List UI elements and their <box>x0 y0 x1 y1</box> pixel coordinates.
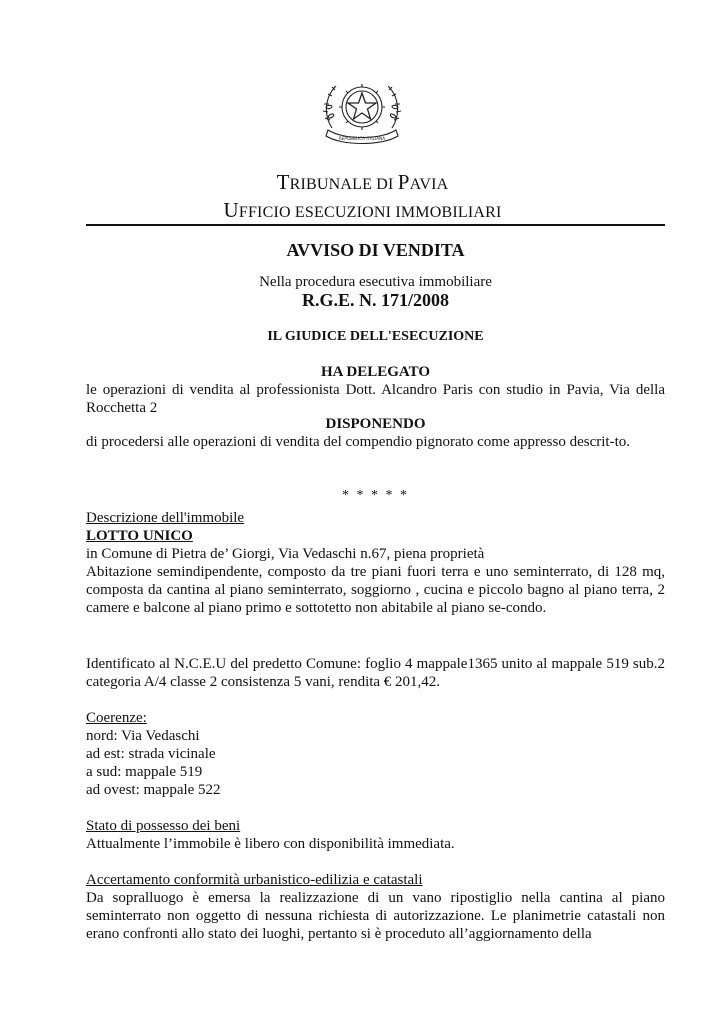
delegated-heading: HA DELEGATO <box>320 364 431 380</box>
property-section <box>86 509 665 617</box>
section-separator: * * * * * <box>342 488 409 503</box>
court-name <box>0 170 725 195</box>
ordering-heading: DISPONENDO <box>325 416 426 432</box>
ordering-text: di procedersi alle operazioni di vendita del compendio pignorato come appresso descrit-to. <box>86 434 630 450</box>
compliance-text: Da sopralluogo è emersa la realizzazione di un vano ripostiglio nella cantina al piano seminterrato non oggetto di nessuna richiesta di autorizzazione. Le planimetrie catastali non erano confronti allo stato dei luoghi, pertanto si è proceduto all’aggiornamento della <box>86 890 665 942</box>
possession-section <box>86 817 665 853</box>
possession-title: Stato di possesso dei beni <box>86 818 241 834</box>
italian-republic-emblem-icon <box>318 76 406 146</box>
svg-text:REPUBBLICA ITALIANA: REPUBBLICA ITALIANA <box>338 136 386 141</box>
case-number: R.G.E. N. 171/2008 <box>301 290 449 310</box>
lot-label: LOTTO UNICO <box>86 528 193 544</box>
property-section-title: Descrizione dell'immobile <box>86 510 245 526</box>
boundary-item: nord: Via Vedaschi <box>86 728 200 744</box>
office-name-rest: FFICIO ESECUZIONI IMMOBILIARI <box>238 204 502 221</box>
compliance-section <box>86 871 665 943</box>
property-location: in Comune di Pietra de’ Giorgi, Via Vedaschi n.67, piena proprietà <box>86 546 485 562</box>
office-name <box>0 198 725 223</box>
court-name-initial-1: T <box>276 170 290 194</box>
cadastral-identification: Identificato al N.C.E.U del predetto Comune: foglio 4 mappale1365 unito al mappale 519 sub.2 categoria A/4 classe 2 consistenza 5 vani, rendita € 201,42. <box>86 656 665 690</box>
boundary-item: ad est: strada vicinale <box>86 746 216 762</box>
possession-text: Attualmente l’immobile è libero con disponibilità immediata. <box>86 836 455 852</box>
compliance-title: Accertamento conformità urbanistico-edilizia e catastali <box>86 872 423 888</box>
court-name-initial-2: P <box>397 170 410 194</box>
boundaries-title: Coerenze: <box>86 710 147 726</box>
delegated-text: le operazioni di vendita al professionista Dott. Alcandro Paris con studio in Pavia, Via della Rocchetta 2 <box>86 382 665 416</box>
cadastral-section <box>86 655 665 691</box>
boundary-item: a sud: mappale 519 <box>86 764 203 780</box>
judge-heading: IL GIUDICE DELL'ESECUZIONE <box>267 329 484 344</box>
boundaries-section <box>86 709 665 799</box>
notice-intro: Nella procedura esecutiva immobiliare <box>259 274 492 290</box>
office-name-initial: U <box>223 198 239 222</box>
court-name-rest-2: AVIA <box>409 176 449 193</box>
court-name-rest-1: RIBUNALE DI <box>289 176 398 193</box>
boundary-item: ad ovest: mappale 522 <box>86 782 221 798</box>
property-description: Abitazione semindipendente, composto da tre piani fuori terra e uno seminterrato, di 128 mq, composta da cantina al piano seminterrato, soggiorno , cucina e piccolo bagno al piano terra, 2 camere e balcone al piano primo e sottotetto non abitabile al piano se-condo. <box>86 564 665 616</box>
notice-title: AVVISO DI VENDITA <box>286 240 465 260</box>
header-divider <box>86 224 665 226</box>
